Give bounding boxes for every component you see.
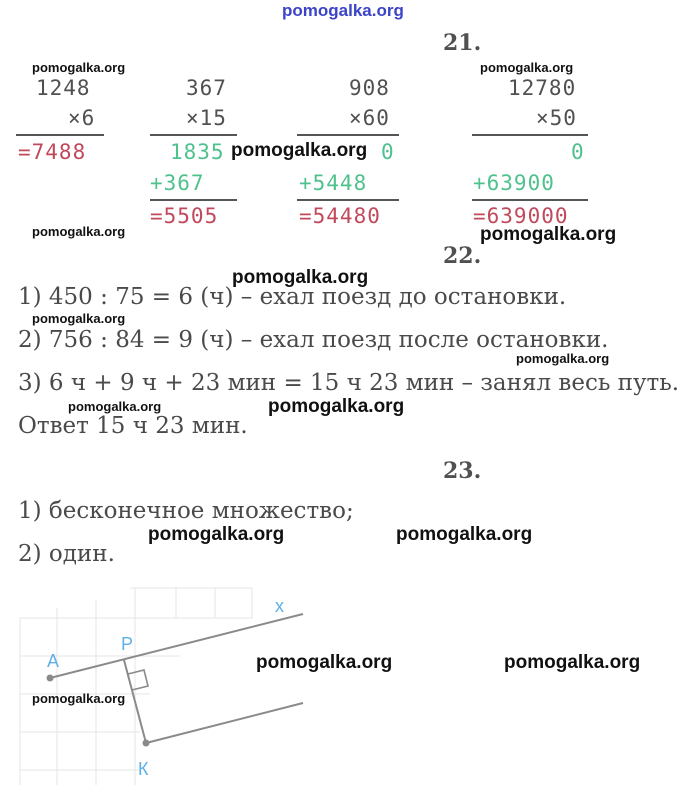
point-a bbox=[47, 675, 54, 682]
watermark: pomogalka.org bbox=[32, 311, 126, 326]
col4-mult: ×50 bbox=[536, 106, 577, 130]
col2-mult: ×15 bbox=[186, 106, 227, 130]
task-21-number: 21. bbox=[443, 30, 482, 56]
col2-result: =5505 bbox=[150, 204, 219, 228]
label-p: Р bbox=[121, 634, 134, 654]
watermark: pomogalka.org bbox=[504, 652, 641, 673]
watermark: pomogalka.org bbox=[480, 224, 617, 245]
watermark: pomogalka.org bbox=[148, 524, 285, 545]
col4-top: 12780 bbox=[508, 76, 577, 100]
header-watermark: pomogalka.org bbox=[282, 1, 404, 20]
task-22-number: 22. bbox=[443, 243, 482, 269]
watermark: pomogalka.org bbox=[231, 140, 368, 161]
task-22-line-1: 1) 450 : 75 = 6 (ч) – ехал поезд до остановки. bbox=[18, 284, 567, 310]
task-22-line-3: 3) 6 ч + 9 ч + 23 мин = 15 ч 23 мин – занял весь путь. bbox=[18, 370, 680, 396]
col2-rule-2 bbox=[150, 199, 237, 201]
watermark: pomogalka.org bbox=[256, 652, 393, 673]
watermark: pomogalka.org bbox=[480, 60, 574, 75]
watermark: pomogalka.org bbox=[32, 224, 126, 239]
col3-mult: ×60 bbox=[349, 106, 390, 130]
col3-rule-1 bbox=[297, 134, 399, 136]
watermark: pomogalka.org bbox=[68, 399, 162, 414]
col3-top: 908 bbox=[349, 76, 390, 100]
watermark: pomogalka.org bbox=[232, 267, 369, 288]
label-a: А bbox=[47, 651, 60, 671]
col4-partial-2: +63900 bbox=[473, 171, 555, 195]
watermark: pomogalka.org bbox=[32, 60, 126, 75]
figure-grid bbox=[20, 588, 252, 785]
col2-top: 367 bbox=[186, 76, 227, 100]
col1-mult: ×6 bbox=[68, 106, 96, 130]
label-x: x bbox=[275, 596, 284, 616]
task-22-line-2: 2) 756 : 84 = 9 (ч) – ехал поезд после остановки. bbox=[18, 327, 609, 353]
task-22-answer: Ответ 15 ч 23 мин. bbox=[18, 413, 248, 439]
line-k-parallel bbox=[146, 703, 303, 743]
watermark: pomogalka.org bbox=[268, 396, 405, 417]
watermark: pomogalka.org bbox=[516, 351, 610, 366]
task-23-line-1: 1) бесконечное множество; bbox=[18, 498, 354, 524]
col4-result: =639000 bbox=[473, 204, 569, 228]
col3-rule-2 bbox=[297, 199, 399, 201]
col3-result: =54480 bbox=[299, 204, 381, 228]
col1-rule bbox=[16, 134, 104, 136]
col2-rule-1 bbox=[150, 134, 237, 136]
task-23-line-2: 2) один. bbox=[18, 541, 115, 567]
col1-result: =7488 bbox=[18, 140, 87, 164]
watermark: pomogalka.org bbox=[32, 691, 126, 706]
col1-top: 1248 bbox=[36, 76, 91, 100]
watermark: pomogalka.org bbox=[396, 524, 533, 545]
geometry-figure bbox=[0, 580, 320, 790]
col2-partial-2: +367 bbox=[150, 171, 205, 195]
col2-partial-1: 1835 bbox=[170, 140, 225, 164]
point-k bbox=[143, 740, 150, 747]
col3-partial-2: +5448 bbox=[299, 171, 368, 195]
col4-rule-2 bbox=[472, 199, 588, 201]
col3-partial-1: 0 bbox=[381, 140, 395, 164]
col4-partial-1: 0 bbox=[571, 140, 585, 164]
label-k: К bbox=[138, 759, 149, 779]
task-23-number: 23. bbox=[443, 458, 482, 484]
col4-rule-1 bbox=[472, 134, 588, 136]
